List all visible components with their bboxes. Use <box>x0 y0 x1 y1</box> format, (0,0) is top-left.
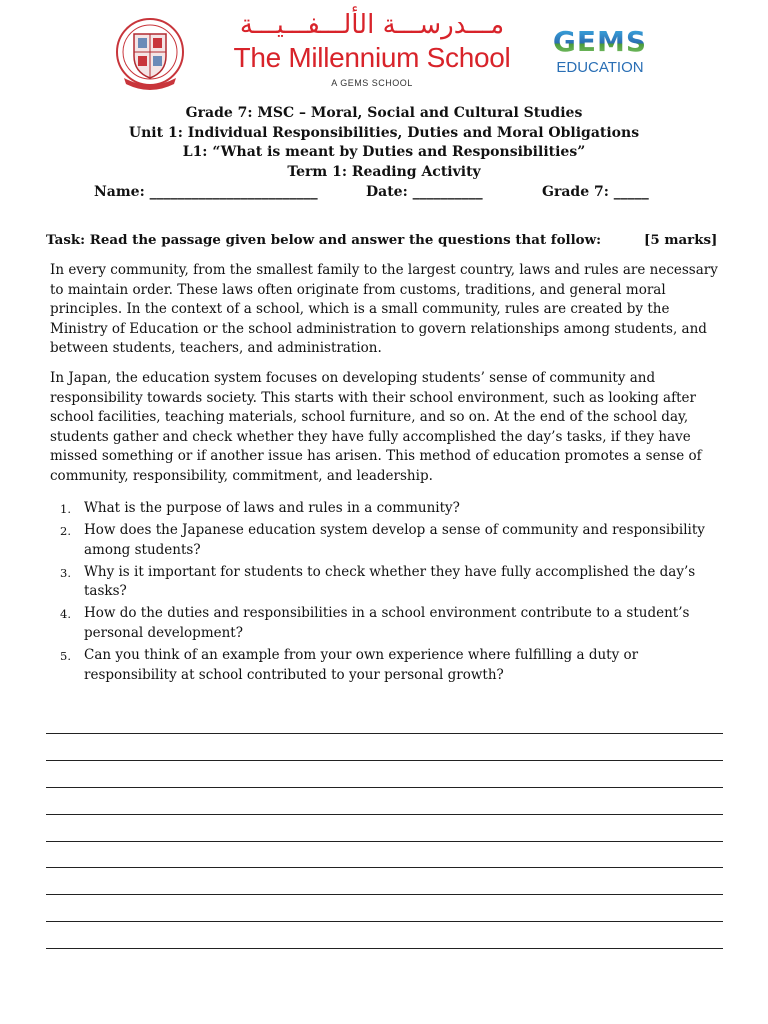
question-item <box>46 646 722 685</box>
school-name: The Millennium School <box>233 42 511 73</box>
passage-paragraph-1: In every community, from the smallest family to the largest country, laws and rules are necessary to maintain order. These laws often originate from customs, traditions, and general moral principles. In the context of a school, which is a small community, rules are created by the Ministry of Education or the school administration to govern relationships among students, and between students, teachers, and administration. <box>50 262 718 357</box>
title-term: Term 1: Reading Activity <box>287 163 481 180</box>
answer-line[interactable] <box>46 760 723 761</box>
answer-line[interactable] <box>46 787 723 788</box>
question-number: 2. <box>60 524 71 539</box>
question-item <box>46 604 722 643</box>
question-text: Why is it important for students to check whether they have fully accomplished the day’s tasks? <box>84 563 696 600</box>
question-text: How does the Japanese education system develop a sense of community and responsibility among students? <box>84 522 705 558</box>
school-crest-icon <box>114 16 186 92</box>
gems-wordmark: GEMS <box>552 25 648 58</box>
answer-line[interactable] <box>46 867 723 868</box>
question-number: 5. <box>60 649 71 664</box>
question-item <box>46 499 722 519</box>
question-text: How do the duties and responsibilities in a school environment contribute to a student’s personal development? <box>84 605 690 642</box>
task-text: Task: Read the passage given below and answer the questions that follow: <box>46 232 602 248</box>
answer-line[interactable] <box>46 733 723 734</box>
name-field[interactable]: Name: ________________________ <box>94 184 318 200</box>
title-unit: Unit 1: Individual Responsibilities, Duties and Moral Obligations <box>128 124 640 141</box>
title-grade: Grade 7: MSC – Moral, Social and Cultural Studies <box>185 105 583 121</box>
answer-line[interactable] <box>46 894 723 895</box>
question-number: 4. <box>60 607 71 622</box>
task-instruction <box>46 230 726 250</box>
school-subtitle: A GEMS SCHOOL <box>331 78 413 88</box>
date-field[interactable]: Date: __________ <box>366 184 483 200</box>
answer-area[interactable] <box>46 733 723 975</box>
title-lesson: L1: “What is meant by Duties and Responsibilities” <box>182 144 586 160</box>
question-number: 1. <box>60 502 71 516</box>
task-marks: [5 marks] <box>644 232 718 248</box>
school-name-arabic: مـــدرســـة الألـــفـــيـــة <box>239 10 505 40</box>
answer-line[interactable] <box>46 814 723 815</box>
worksheet-titles <box>0 104 768 182</box>
question-number: 3. <box>60 565 71 580</box>
question-item <box>46 563 722 602</box>
grade-field[interactable]: Grade 7: _____ <box>542 184 649 200</box>
passage-paragraph-2: In Japan, the education system focuses on developing students’ sense of community and responsibility towards society. This starts with their school environment, such as looking after school facilities, teaching materials, school furniture, and so on. At the end of the school day, students gather and check whether they have fully accomplished the day’s tasks, if they have missed something or if another issue has arisen. This method of education promotes a sense of community, responsibility, commitment, and leadership. <box>50 370 702 484</box>
question-item <box>46 521 722 560</box>
question-list <box>46 499 722 688</box>
school-logo <box>214 10 530 88</box>
question-text: Can you think of an example from your own experience where fulfilling a duty or responsibility at school contributed to your personal growth? <box>84 647 639 683</box>
question-text: What is the purpose of laws and rules in a community? <box>84 500 460 516</box>
answer-line[interactable] <box>46 921 723 922</box>
answer-line[interactable] <box>46 948 723 949</box>
gems-logo-icon <box>552 25 648 77</box>
answer-line[interactable] <box>46 841 723 842</box>
gems-education-label: EDUCATION <box>556 59 644 76</box>
